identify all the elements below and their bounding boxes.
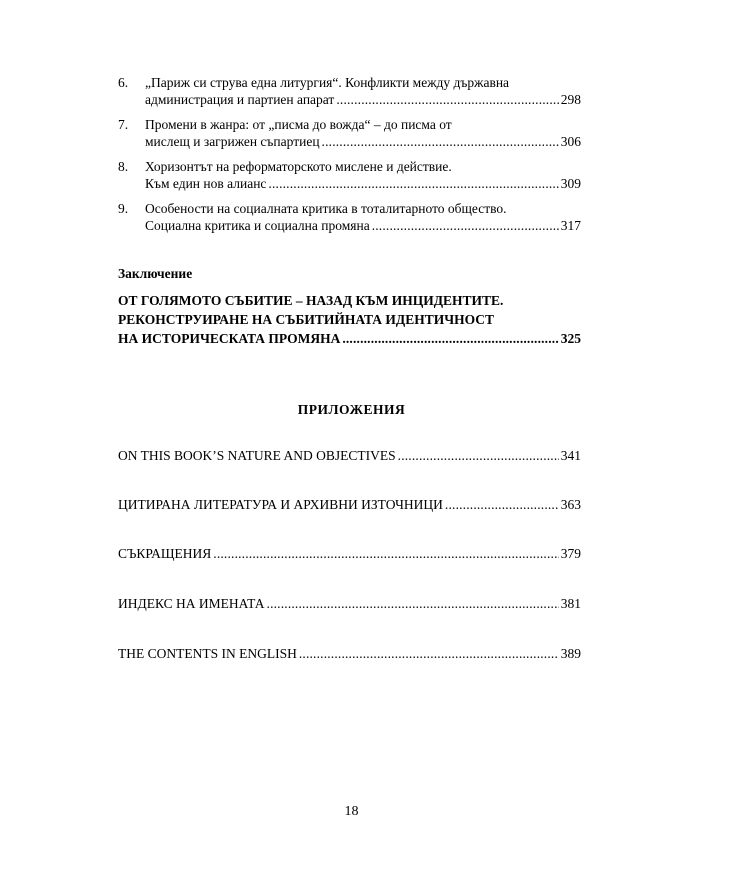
toc-item-title-line2: мислещ и загрижен съпартиец [145,134,320,149]
conclusion-title-line1: ОТ ГОЛЯМОТО СЪБИТИЕ – НАЗАД КЪМ ИНЦИДЕНТИТЕ. [118,293,504,308]
toc-item-8[interactable] [118,158,581,192]
toc-item-title-line1: Промени в жанра: от „писма до вожда“ – до писма от [145,117,452,132]
appendix-entry[interactable] [118,497,581,513]
toc-item-title-line1: „Париж си струва една литургия“. Конфликти между държавна [145,75,510,90]
toc-item-number: 7. [118,117,129,132]
dot-leader [398,448,559,464]
appendix-page: 379 [560,546,581,561]
appendix-page: 381 [560,596,581,611]
dot-leader [268,175,558,192]
appendix-title: СЪКРАЩЕНИЯ [118,546,212,561]
appendix-entry[interactable] [118,646,581,662]
toc-item-title-line2: Към един нов алианс [145,176,267,191]
toc-item-page: 309 [560,176,581,191]
toc-item-6[interactable] [118,74,581,108]
dot-leader [372,217,559,234]
conclusion-title-line2: РЕКОНСТРУИРАНЕ НА СЪБИТИЙНАТА ИДЕНТИЧНОСТ [118,312,495,327]
appendices-heading: ПРИЛОЖЕНИЯ [297,402,406,417]
toc-item-title-line1: Особености на социалната критика в тоталитарното общество. [145,201,507,216]
dot-leader [336,91,558,108]
toc-item-title-line1: Хоризонтът на реформаторското мислене и действие. [145,159,452,174]
dot-leader [213,546,558,562]
appendix-page: 363 [560,497,581,512]
toc-item-number: 8. [118,159,129,174]
appendix-title: ИНДЕКС НА ИМЕНАТА [118,596,265,611]
toc-item-number: 6. [118,75,129,90]
toc-item-page: 317 [560,218,581,233]
conclusion-label: Заключение [118,266,193,281]
toc-item-7[interactable] [118,116,581,150]
toc-item-9[interactable] [118,200,581,234]
toc-item-page: 298 [560,92,581,107]
appendix-page: 341 [560,448,581,463]
toc-item-title-line2: администрация и партиен апарат [145,92,335,107]
appendix-page: 389 [560,646,581,661]
appendix-entry[interactable] [118,546,581,562]
toc-item-title-line2: Социална критика и социална промяна [145,218,370,233]
dot-leader [322,133,559,150]
appendix-title: ЦИТИРАНА ЛИТЕРАТУРА И АРХИВНИ ИЗТОЧНИЦИ [118,497,443,512]
dot-leader [342,329,558,348]
appendix-title: ON THIS BOOK’S NATURE AND OBJECTIVES [118,448,396,463]
dot-leader [299,646,559,662]
toc-item-number: 9. [118,201,129,216]
dot-leader [267,596,559,612]
conclusion-page: 325 [560,331,581,346]
appendix-title: THE CONTENTS IN ENGLISH [118,646,297,661]
dot-leader [445,497,559,513]
conclusion-title-line3: НА ИСТОРИЧЕСКАТА ПРОМЯНА [118,331,341,346]
conclusion-entry[interactable] [118,291,581,348]
toc-item-page: 306 [560,134,581,149]
appendix-entry[interactable] [118,448,581,464]
page-number: 18 [344,804,359,819]
appendix-entry[interactable] [118,596,581,612]
